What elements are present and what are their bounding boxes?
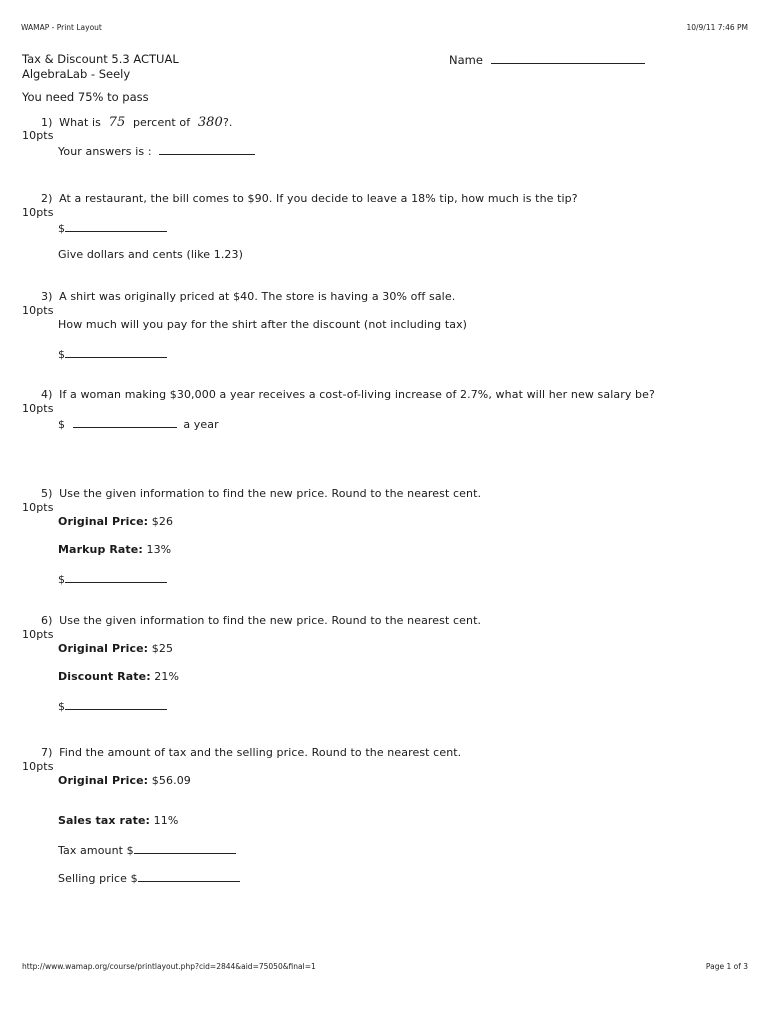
question-text: Use the given information to find the new price. Round to the nearest cent. bbox=[59, 487, 482, 500]
question-text: Use the given information to find the new price. Round to the nearest cent. bbox=[59, 614, 482, 627]
dollar-sign: $ bbox=[58, 418, 66, 431]
math-value: 75 bbox=[108, 115, 126, 130]
given-discount-rate bbox=[58, 670, 179, 683]
given-sales-tax-rate bbox=[58, 814, 178, 827]
answer-row bbox=[58, 143, 255, 158]
given-value: $26 bbox=[151, 515, 174, 528]
given-original-price bbox=[58, 774, 191, 787]
answer-hint: Give dollars and cents (like 1.23) bbox=[58, 248, 244, 261]
question-number: 2) bbox=[41, 192, 53, 205]
question-number: 7) bbox=[41, 746, 53, 759]
dollar-sign: $ bbox=[58, 348, 66, 361]
given-value: 21% bbox=[154, 670, 180, 683]
question-number: 6) bbox=[41, 614, 53, 627]
name-field bbox=[449, 52, 645, 67]
given-value: $56.09 bbox=[151, 774, 191, 787]
q6-question bbox=[41, 614, 481, 627]
name-blank[interactable] bbox=[491, 52, 645, 64]
answer-blank[interactable] bbox=[65, 571, 167, 583]
print-footer-page: Page 1 of 3 bbox=[705, 962, 748, 971]
q5-question bbox=[41, 487, 481, 500]
given-original-price bbox=[58, 515, 173, 528]
question-text: ?. bbox=[222, 116, 233, 129]
print-header-title: WAMAP - Print Layout bbox=[21, 23, 102, 32]
answer-blank[interactable] bbox=[73, 416, 177, 428]
answer-row bbox=[58, 416, 219, 431]
question-text: A shirt was originally priced at $40. The store is having a 30% off sale. bbox=[59, 290, 456, 303]
tax-amount-label: Tax amount $ bbox=[58, 844, 134, 857]
math-value: 380 bbox=[197, 115, 223, 130]
selling-price-label: Selling price $ bbox=[58, 872, 138, 885]
q4-question bbox=[41, 388, 655, 401]
tax-amount-row bbox=[58, 842, 236, 857]
dollar-sign: $ bbox=[58, 700, 66, 713]
answer-blank[interactable] bbox=[65, 698, 167, 710]
question-number: 3) bbox=[41, 290, 53, 303]
question-number: 5) bbox=[41, 487, 53, 500]
given-label: Original Price: bbox=[58, 642, 149, 655]
given-original-price bbox=[58, 642, 173, 655]
print-footer-url: http://www.wamap.org/course/printlayout.php?cid=2844&aid=75050&final=1 bbox=[22, 962, 316, 971]
given-label: Sales tax rate: bbox=[58, 814, 151, 827]
doc-title: Tax & Discount 5.3 ACTUAL bbox=[22, 52, 179, 66]
question-text: What is bbox=[59, 116, 101, 129]
given-value: $25 bbox=[151, 642, 174, 655]
q1-question bbox=[41, 115, 232, 130]
dollar-sign: $ bbox=[58, 222, 66, 235]
print-header-date: 10/9/11 7:46 PM bbox=[686, 23, 748, 32]
answer-row bbox=[58, 571, 167, 586]
question-text: Find the amount of tax and the selling price. Round to the nearest cent. bbox=[59, 746, 462, 759]
q7-question bbox=[41, 746, 461, 759]
doc-subtitle: AlgebraLab - Seely bbox=[22, 67, 131, 81]
q2-question bbox=[41, 192, 578, 205]
answer-blank[interactable] bbox=[65, 346, 167, 358]
pass-note: You need 75% to pass bbox=[22, 90, 149, 104]
given-markup-rate bbox=[58, 543, 171, 556]
name-label: Name bbox=[449, 53, 483, 67]
points-label: 10pts bbox=[22, 501, 54, 514]
answer-row bbox=[58, 698, 167, 713]
given-label: Original Price: bbox=[58, 515, 149, 528]
given-label: Original Price: bbox=[58, 774, 149, 787]
question-number: 1) bbox=[41, 116, 53, 129]
points-label: 10pts bbox=[22, 628, 54, 641]
points-label: 10pts bbox=[22, 129, 54, 142]
dollar-sign: $ bbox=[58, 573, 66, 586]
question-text: If a woman making $30,000 a year receives a cost-of-living increase of 2.7%, what will her new salary be? bbox=[59, 388, 655, 401]
q3-question bbox=[41, 290, 455, 303]
points-label: 10pts bbox=[22, 760, 54, 773]
question-text: At a restaurant, the bill comes to $90. If you decide to leave a 18% tip, how much is the tip? bbox=[59, 192, 578, 205]
points-label: 10pts bbox=[22, 304, 54, 317]
given-value: 11% bbox=[153, 814, 179, 827]
selling-price-row bbox=[58, 870, 240, 885]
given-label: Discount Rate: bbox=[58, 670, 151, 683]
answer-row bbox=[58, 346, 167, 361]
answer-blank[interactable] bbox=[159, 143, 255, 155]
points-label: 10pts bbox=[22, 206, 54, 219]
selling-price-blank[interactable] bbox=[138, 870, 240, 882]
answer-blank[interactable] bbox=[65, 220, 167, 232]
answer-row bbox=[58, 220, 167, 235]
question-subtext: How much will you pay for the shirt after the discount (not including tax) bbox=[58, 318, 468, 331]
answer-suffix: a year bbox=[183, 418, 219, 431]
answer-label: Your answers is : bbox=[58, 145, 152, 158]
given-value: 13% bbox=[146, 543, 172, 556]
tax-amount-blank[interactable] bbox=[134, 842, 236, 854]
question-text: percent of bbox=[132, 116, 191, 129]
given-label: Markup Rate: bbox=[58, 543, 143, 556]
points-label: 10pts bbox=[22, 402, 54, 415]
question-number: 4) bbox=[41, 388, 53, 401]
